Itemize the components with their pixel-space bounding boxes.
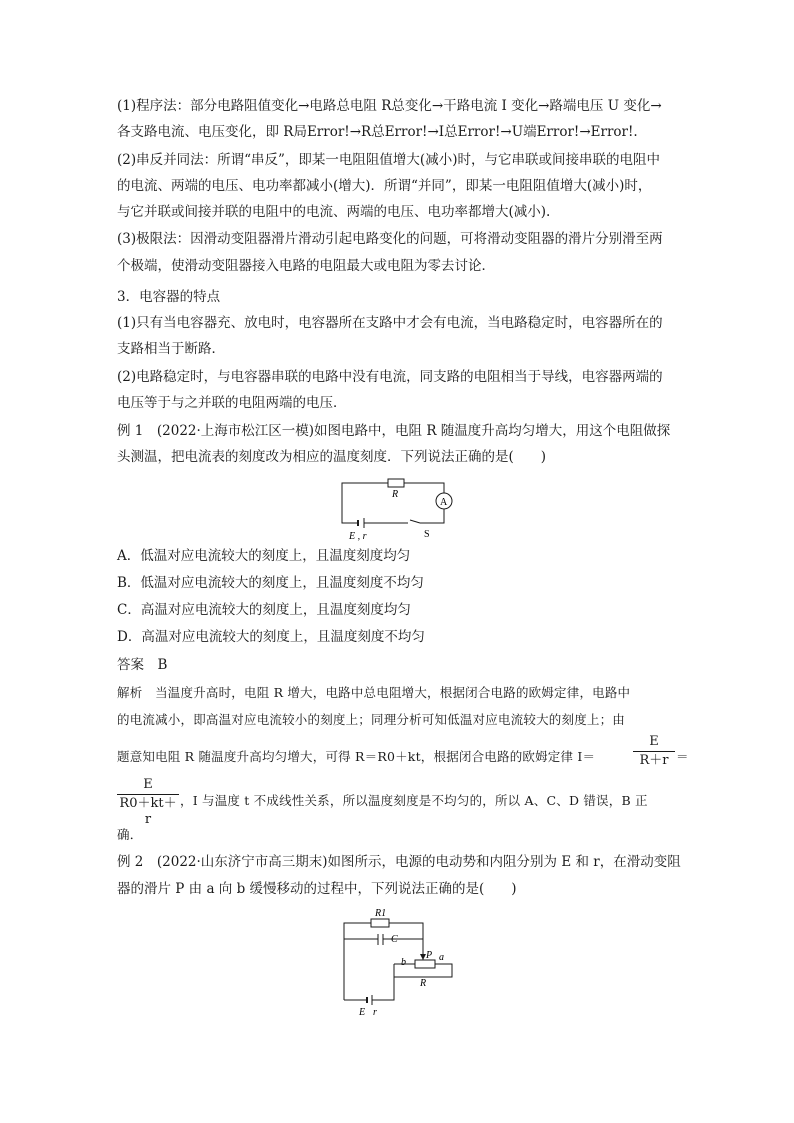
example1-stem-line2: 头测温，把电流表的刻度改为相应的温度刻度．下列说法正确的是( ) [117,449,547,465]
explanation-line4: ，I 与温度 t 不成线性关系，所以温度刻度是不均匀的，所以 A、C、D 错误，B 正 [180,793,648,808]
r1-label: R1 [375,908,387,919]
fraction-2-numerator: E [143,777,153,792]
internal-resistance-label: r [373,1007,377,1017]
equals-sign: ＝ [676,749,689,764]
fraction-2 [117,777,179,828]
method2-line1: (2)串反并同法：所谓“串反”，即某一电阻阻值增大(减小)时，与它串联或间接串联的电阻中 [117,152,660,168]
method3-line1: (3)极限法：因滑动变阻器滑片滑动引起电路变化的问题，可将滑动变阻器的滑片分别滑至两 [117,231,663,247]
explanation-line3: 题意知电阻 R 随温度升高均匀增大，可得 R＝R0＋kt，根据闭合电路的欧姆定律 I＝ [117,749,596,764]
circuit-diagram-1 [330,474,470,544]
answer: 答案 B [117,657,168,673]
method2-line3: 与它并联或间接并联的电阻中的电流、两端的电压、电功率都增大(减小). [117,204,551,220]
capacitor-p2-line2: 电压等于与之并联的电阻两端的电压． [117,395,347,411]
option-b: B．低温对应电流较大的刻度上，且温度刻度不均匀 [117,575,424,591]
method3-line2: 个极端，使滑动变阻器接入电路的电阻最大或电阻为零去讨论． [117,258,495,274]
capacitor-p2-line1: (2)电路稳定时，与电容器串联的电路中没有电流，同支路的电阻相当于导线，电容器两端的 [117,369,663,385]
circuit-diagram-2 [330,905,470,1017]
resistor-label: R [392,489,399,500]
option-a: A．低温对应电流较大的刻度上，且温度刻度均匀 [117,548,411,564]
end-a-label: a [439,952,444,963]
source-label: E , r [349,531,367,542]
method1-line1: (1)程序法：部分电路阻值变化→电路总电阻 R总变化→干路电流 I 变化→路端电压 U 变化→ [117,98,662,114]
slider-label: P [426,950,433,961]
example2-stem-line2: 器的滑片 P 由 a 向 b 缓慢移动的过程中，下列说法正确的是( ) [117,881,517,897]
explanation-line5: 确． [117,827,143,842]
capacitor-label: C [391,934,398,945]
fraction-1-denominator: R＋r [639,753,669,768]
rheostat-label: R [420,978,427,989]
method1-line2: 各支路电流、电压变化，即 R局Error!→R总Error!→I总Error!→U端Error!→Error!. [117,124,638,140]
explanation-line1: 解析 当温度升高时，电阻 R 增大，电路中总电阻增大，根据闭合电路的欧姆定律，电路中 [117,685,631,700]
option-d: D．高温对应电流较大的刻度上，且温度刻度不均匀 [117,629,425,645]
end-b-label: b [401,957,406,968]
example1-stem-line1: 例 1 (2022·上海市松江区一模)如图电路中，电阻 R 随温度升高均匀增大，用这个电阻做探 [117,423,671,439]
fraction-1-numerator: E [649,734,659,749]
section-heading: 3．电容器的特点 [117,289,221,305]
explanation-line2: 的电流减小，即高温对应电流较小的刻度上；同理分析可知低温对应电流较大的刻度上；由 [117,712,626,727]
method2-line2: 的电流、两端的电压、电功率都减小(增大)．所谓“并同”，即某一电阻阻值增大(减小)时， [117,178,652,194]
example2-stem-line1: 例 2 (2022·山东济宁市高三期末)如图所示，电源的电动势和内阻分别为 E 和 r，在滑动变阻 [117,854,681,870]
capacitor-p1-line1: (1)只有当电容器充、放电时，电容器所在支路中才会有电流，当电路稳定时，电容器所在的 [117,315,663,331]
emf-label: E [359,1007,366,1017]
ammeter-icon: A [440,497,448,508]
option-c: C．高温对应电流较大的刻度上，且温度刻度均匀 [117,602,411,618]
capacitor-p1-line2: 支路相当于断路． [117,341,225,357]
fraction-2-denominator: R0＋kt＋r [119,796,177,827]
fraction-1 [633,734,675,769]
switch-label: S [424,529,430,540]
